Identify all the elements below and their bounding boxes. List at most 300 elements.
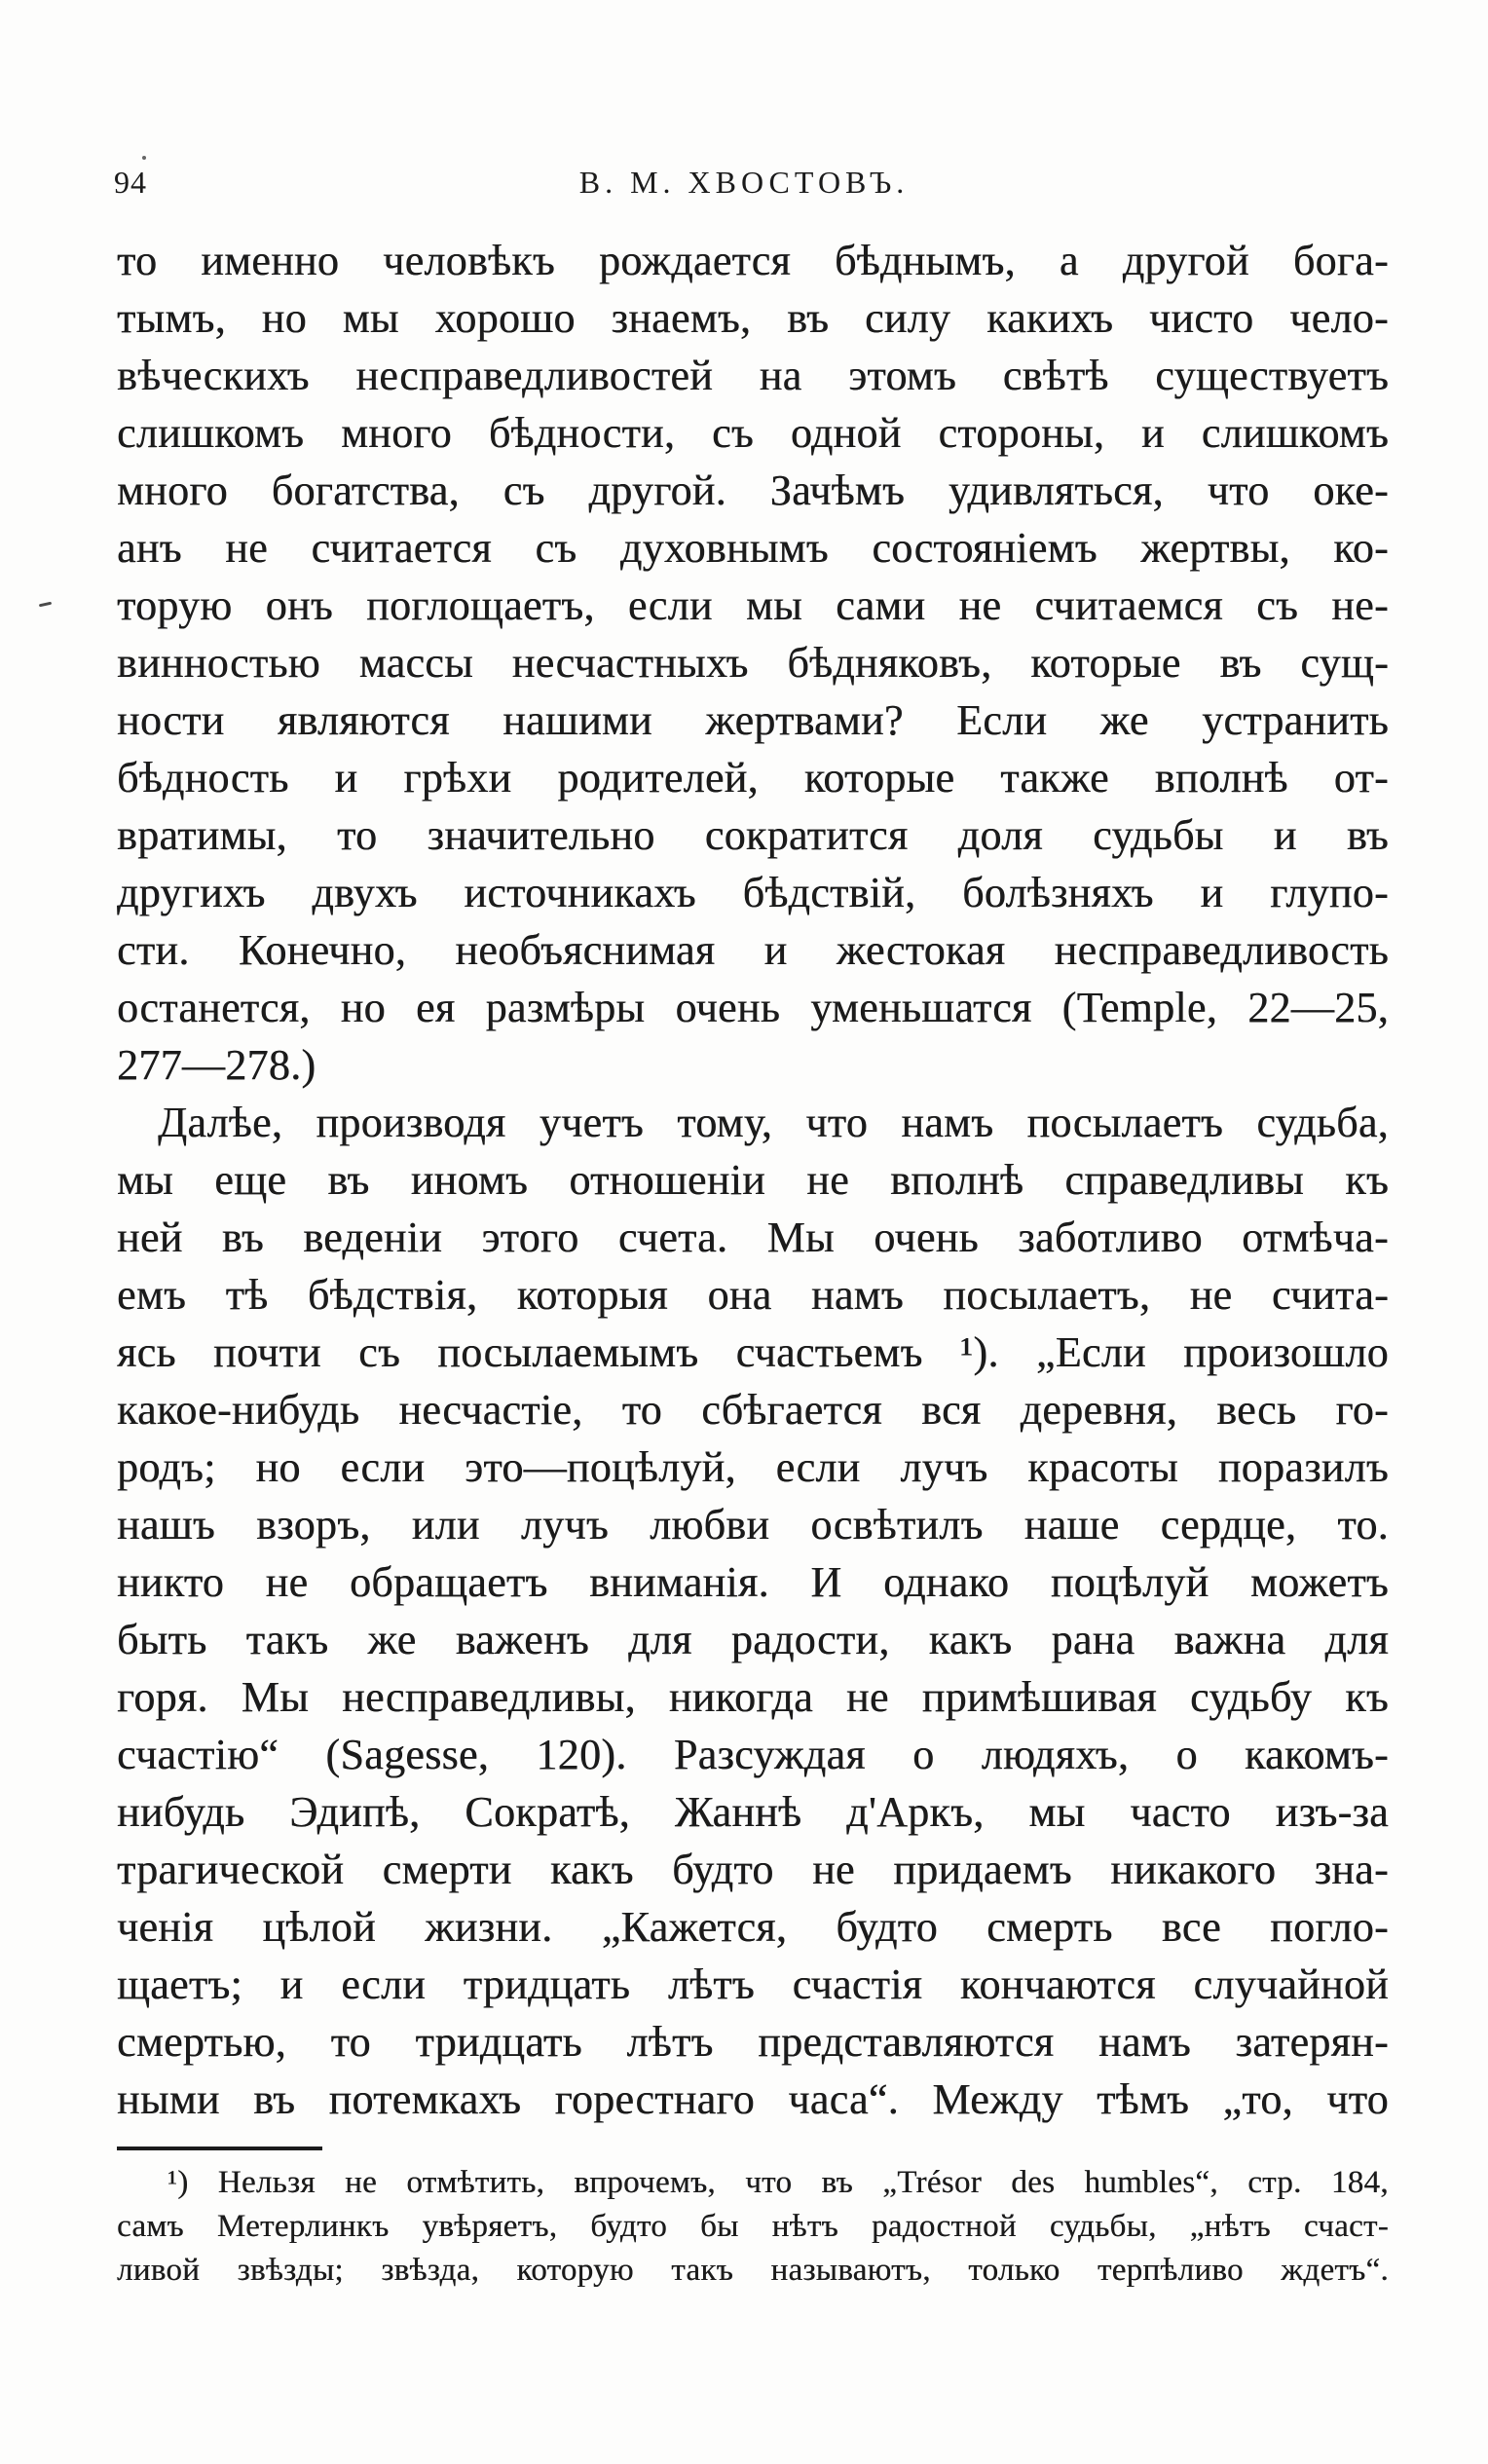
- word: Метерлинкъ: [216, 2209, 390, 2244]
- word: или: [411, 1501, 480, 1549]
- word: слишкомъ: [117, 409, 305, 457]
- text-line: [117, 691, 1389, 749]
- word: радостной: [871, 2209, 1017, 2244]
- word: посылаемымъ: [437, 1328, 699, 1376]
- word: если: [341, 1960, 427, 2008]
- word: „Trésor: [882, 2165, 982, 2200]
- word: отмѣтить,: [406, 2165, 545, 2200]
- word: къ: [1345, 1156, 1389, 1204]
- word: если: [340, 1443, 426, 1491]
- word: веденіи: [303, 1213, 443, 1261]
- word: другой: [1122, 237, 1249, 284]
- word: придаемъ: [893, 1846, 1072, 1893]
- word: бѣднымъ,: [835, 237, 1016, 284]
- word: будто: [672, 1846, 774, 1893]
- word: судьбу: [1189, 1673, 1313, 1721]
- word: примѣшивая: [921, 1673, 1157, 1721]
- text-line: [117, 2013, 1389, 2071]
- footnote: [117, 2161, 1389, 2293]
- word: счита-: [1271, 1271, 1389, 1319]
- word: не-: [1331, 581, 1389, 629]
- word: тридцать: [463, 1960, 631, 2008]
- word: бѣдности,: [488, 409, 676, 457]
- word: торую: [117, 581, 233, 629]
- word: винностью: [117, 639, 320, 687]
- word: отмѣча-: [1242, 1213, 1389, 1261]
- word: ными: [117, 2075, 220, 2123]
- text-line: [117, 749, 1389, 806]
- word: быть: [117, 1616, 207, 1663]
- word: намъ: [810, 1271, 904, 1319]
- word: если: [627, 581, 713, 629]
- footnote-rule: [117, 2147, 322, 2150]
- word: И: [810, 1558, 842, 1606]
- word: какомъ-: [1245, 1731, 1389, 1778]
- word: и: [334, 754, 358, 802]
- word: являются: [277, 696, 450, 744]
- word: несчастныхъ: [511, 639, 749, 687]
- word: вполнѣ: [1154, 754, 1288, 802]
- word: то.: [1337, 1501, 1389, 1549]
- word: но: [340, 984, 386, 1031]
- word: одной: [790, 409, 902, 457]
- word: рана: [1051, 1616, 1135, 1663]
- text-line: [117, 404, 1389, 462]
- text-line: [117, 634, 1389, 691]
- word: несправедливость: [1054, 926, 1389, 974]
- word: однако: [883, 1558, 1010, 1606]
- word: лѣтъ: [626, 2018, 714, 2066]
- word: какихъ: [986, 294, 1114, 342]
- word: поразилъ: [1217, 1443, 1389, 1491]
- word: ней: [117, 1213, 183, 1261]
- word: часто: [1130, 1788, 1231, 1836]
- word: которыя: [516, 1271, 668, 1319]
- word: также: [1000, 754, 1109, 802]
- word: ея: [416, 984, 456, 1031]
- word: 22—25,: [1247, 984, 1389, 1031]
- word: произошло: [1183, 1328, 1389, 1376]
- word: знаемъ,: [611, 294, 752, 342]
- word: значительно: [427, 811, 655, 859]
- word: несправедливостей: [355, 352, 714, 399]
- word: красоты: [1027, 1443, 1178, 1491]
- word: случайной: [1193, 1960, 1389, 2008]
- word: чисто: [1148, 294, 1254, 342]
- word: оке-: [1313, 467, 1389, 514]
- text-line: [117, 1381, 1389, 1438]
- main-text: [117, 232, 1389, 2128]
- word: счастію“: [117, 1731, 279, 1778]
- word: будто: [836, 1903, 938, 1951]
- word: жертвы,: [1140, 524, 1290, 572]
- word: впрочемъ,: [574, 2165, 716, 2200]
- text-line: [117, 1266, 1389, 1324]
- word: стр.: [1247, 2165, 1302, 2200]
- word: ко-: [1333, 524, 1389, 572]
- word: бѣдняковъ,: [787, 639, 992, 687]
- word: которые: [1030, 639, 1181, 687]
- word: горестнаго: [554, 2075, 755, 2123]
- word: съ: [358, 1328, 400, 1376]
- word: двухъ: [312, 869, 418, 916]
- word: щаетъ;: [117, 1960, 242, 2008]
- word: судьба,: [1256, 1099, 1389, 1146]
- text-line: [117, 1553, 1389, 1611]
- word: д'Аркъ,: [846, 1788, 985, 1836]
- word: Мы: [766, 1213, 835, 1261]
- word: удивляться,: [948, 467, 1164, 514]
- word: что: [1207, 467, 1270, 514]
- word: иномъ: [410, 1156, 529, 1204]
- word: (Sagesse,: [325, 1731, 490, 1778]
- word: увѣряетъ,: [422, 2209, 558, 2244]
- word: устранить: [1202, 696, 1389, 744]
- word: въ: [327, 1156, 370, 1204]
- text-line: 277—278.): [117, 1041, 316, 1089]
- word: освѣтилъ: [810, 1501, 984, 1549]
- word: и: [1273, 811, 1297, 859]
- word: еще: [214, 1156, 287, 1204]
- word: грѣхи: [403, 754, 512, 802]
- word: терпѣливо: [1097, 2253, 1244, 2288]
- word: массы: [358, 639, 473, 687]
- text-line: [117, 2249, 1389, 2293]
- paragraph: [117, 2161, 1389, 2293]
- word: несчастіе,: [398, 1386, 583, 1434]
- word: сти.: [117, 926, 190, 974]
- word: считается: [311, 524, 492, 572]
- word: нѣтъ: [771, 2209, 838, 2244]
- word: ности: [117, 696, 225, 744]
- word: погло-: [1270, 1903, 1389, 1951]
- word: уменьшатся: [810, 984, 1032, 1031]
- word: деревня,: [1020, 1386, 1177, 1434]
- word: вся: [921, 1386, 982, 1434]
- text-line: [117, 1898, 1389, 1956]
- text-line: [117, 1324, 1389, 1381]
- word: силу: [864, 294, 951, 342]
- word: тѣ: [225, 1271, 269, 1319]
- text-line: [117, 979, 1389, 1036]
- word: des: [1011, 2165, 1056, 2200]
- word: „Кажется,: [601, 1903, 788, 1951]
- text-line: [117, 1783, 1389, 1841]
- word: вниманія.: [589, 1558, 769, 1606]
- text-line: [117, 806, 1389, 864]
- word: если: [775, 1443, 861, 1491]
- word: вполнѣ: [890, 1156, 1024, 1204]
- word: заботливо: [1018, 1213, 1203, 1261]
- word: представляются: [758, 2018, 1055, 2066]
- text-line: [117, 1209, 1389, 1266]
- word: болѣзняхъ: [962, 869, 1154, 916]
- text-line: [117, 2205, 1389, 2249]
- word: отношеніи: [569, 1156, 765, 1204]
- word: же: [1099, 696, 1149, 744]
- word: съ: [1256, 581, 1299, 629]
- word: справедливы: [1064, 1156, 1304, 1204]
- word: то: [330, 2018, 371, 2066]
- word: важенъ: [455, 1616, 589, 1663]
- word: посылаетъ,: [943, 1271, 1151, 1319]
- word: о: [912, 1731, 935, 1778]
- word: для: [628, 1616, 692, 1663]
- word: изъ-за: [1275, 1788, 1389, 1836]
- word: потемкахъ: [328, 2075, 522, 2123]
- word: лучъ: [520, 1501, 609, 1549]
- word: именно: [201, 237, 340, 284]
- word: не: [265, 1558, 309, 1606]
- word: Жаннѣ: [674, 1788, 802, 1836]
- word: учетъ: [539, 1099, 644, 1146]
- word: рождается: [598, 237, 791, 284]
- word: въ: [1346, 811, 1389, 859]
- word: какое-нибудь: [117, 1386, 360, 1434]
- word: въ: [787, 294, 830, 342]
- word: что: [745, 2165, 793, 2200]
- word: вѣческихъ: [117, 352, 310, 399]
- word: для: [1324, 1616, 1389, 1663]
- word: производя: [316, 1099, 506, 1146]
- word: очень: [874, 1213, 979, 1261]
- text-line: [117, 577, 1389, 634]
- word: другой.: [588, 467, 726, 514]
- word: звѣзда,: [381, 2253, 480, 2288]
- word: емъ: [117, 1271, 187, 1319]
- word: намъ: [1098, 2018, 1191, 2066]
- word: взоръ,: [256, 1501, 371, 1549]
- word: счаст-: [1303, 2209, 1389, 2244]
- text-line: [117, 864, 1389, 921]
- word: онъ: [265, 581, 333, 629]
- word: нибудь: [117, 1788, 245, 1836]
- word: существуетъ: [1155, 352, 1389, 399]
- word: не: [845, 1673, 889, 1721]
- word: все: [1161, 1903, 1221, 1951]
- word: необъяснимая: [455, 926, 716, 974]
- word: весь: [1216, 1386, 1297, 1434]
- word: поцѣлуй: [1050, 1558, 1209, 1606]
- word: то: [117, 237, 158, 284]
- word: много: [341, 409, 452, 457]
- word: духовнымъ: [619, 524, 829, 572]
- word: счастьемъ: [735, 1328, 923, 1376]
- word: же: [367, 1616, 417, 1663]
- word: любви: [650, 1501, 770, 1549]
- paragraph: [117, 1094, 1389, 2128]
- text-line: [117, 1668, 1389, 1726]
- word: въ: [253, 2075, 296, 2123]
- word: то: [621, 1386, 662, 1434]
- word: родъ;: [117, 1443, 216, 1491]
- word: никакого: [1110, 1846, 1277, 1893]
- word: смерти: [382, 1846, 512, 1893]
- word: лучъ: [900, 1443, 988, 1491]
- word: го-: [1335, 1386, 1389, 1434]
- word: Между: [932, 2075, 1063, 2123]
- word: Сократѣ,: [465, 1788, 630, 1836]
- text-line: [117, 1956, 1389, 2013]
- word: этого: [481, 1213, 579, 1261]
- word: такъ: [245, 1616, 329, 1663]
- word: никогда: [668, 1673, 813, 1721]
- word: от-: [1333, 754, 1389, 802]
- word: въ: [221, 1213, 264, 1261]
- word: бѣдствій,: [742, 869, 916, 916]
- word: мы: [1028, 1788, 1086, 1836]
- word: Нельзя: [217, 2165, 316, 2200]
- word: другихъ: [117, 869, 266, 916]
- word: наше: [1023, 1501, 1120, 1549]
- word: называютъ,: [770, 2253, 931, 2288]
- word: лѣтъ: [667, 1960, 755, 2008]
- word: состояніемъ: [872, 524, 1097, 572]
- word: счастія: [792, 1960, 923, 2008]
- word: (Temple,: [1061, 984, 1218, 1031]
- word: тымъ,: [117, 294, 226, 342]
- word: „то,: [1222, 2075, 1293, 2123]
- word: человѣкъ: [383, 237, 555, 284]
- word: о: [1175, 1731, 1198, 1778]
- word: горя.: [117, 1673, 208, 1721]
- word: родителей,: [557, 754, 759, 802]
- word: съ: [502, 467, 545, 514]
- word: часа“.: [788, 2075, 899, 2123]
- word: этомъ: [848, 352, 956, 399]
- word: „нѣтъ: [1189, 2209, 1271, 2244]
- word: посылаетъ: [1026, 1099, 1223, 1146]
- word: бога-: [1292, 237, 1389, 284]
- word: нашъ: [117, 1501, 215, 1549]
- word: сердце,: [1160, 1501, 1297, 1549]
- word: судьбы: [1093, 811, 1224, 859]
- word: и: [279, 1960, 304, 2008]
- word: Если: [956, 696, 1048, 744]
- word: тому,: [677, 1099, 772, 1146]
- word: будто: [590, 2209, 668, 2244]
- word: Зачѣмъ: [769, 467, 906, 514]
- word: на: [759, 352, 802, 399]
- word: мы: [342, 294, 399, 342]
- word: и: [1200, 869, 1224, 916]
- word: тѣмъ: [1097, 2075, 1190, 2123]
- word: бѣдность: [117, 754, 289, 802]
- word: сбѣгается: [701, 1386, 882, 1434]
- word: обращаетъ: [349, 1558, 548, 1606]
- word: съ: [712, 409, 754, 457]
- word: сами: [836, 581, 926, 629]
- word: ливой: [117, 2253, 201, 2288]
- word: 184,: [1330, 2165, 1389, 2200]
- word: мы: [745, 581, 802, 629]
- word: смертью,: [117, 2018, 286, 2066]
- word: судьбы,: [1049, 2209, 1157, 2244]
- word: сократится: [704, 811, 909, 859]
- word: Конечно,: [238, 926, 407, 974]
- text-line: [117, 1611, 1389, 1668]
- text-line: [117, 1841, 1389, 1898]
- word: трагической: [117, 1846, 345, 1893]
- word: что: [805, 1099, 869, 1146]
- word: размѣры: [485, 984, 646, 1031]
- word: очень: [675, 984, 781, 1031]
- word: счета.: [617, 1213, 728, 1261]
- text-line: [117, 289, 1389, 347]
- word: можетъ: [1250, 1558, 1389, 1606]
- word: Далѣе,: [158, 1099, 283, 1146]
- word: не: [806, 1156, 849, 1204]
- word: только: [968, 2253, 1060, 2288]
- text-line: [117, 921, 1389, 979]
- word: звѣзды;: [237, 2253, 344, 2288]
- word: такъ: [671, 2253, 734, 2288]
- text-line: [117, 1438, 1389, 1496]
- word: въ: [821, 2165, 853, 2200]
- text-line: [117, 1726, 1389, 1783]
- text-line: [117, 1151, 1389, 1209]
- word: мы: [117, 1156, 174, 1204]
- word: какъ: [928, 1616, 1013, 1663]
- word: Разсуждая: [673, 1731, 866, 1778]
- word: кончаются: [959, 1960, 1156, 2008]
- word: она: [707, 1271, 772, 1319]
- word: богатства,: [271, 467, 460, 514]
- text-line: [117, 2161, 1389, 2205]
- word: смерть: [986, 1903, 1113, 1951]
- word: а: [1059, 237, 1079, 284]
- word: почти: [213, 1328, 321, 1376]
- word: съ: [535, 524, 577, 572]
- word: несправедливы,: [342, 1673, 636, 1721]
- word: то: [337, 811, 378, 859]
- word: важна: [1173, 1616, 1286, 1663]
- word: къ: [1345, 1673, 1389, 1721]
- text-line: [117, 519, 1389, 577]
- word: жизни.: [425, 1903, 553, 1951]
- word: считаемся: [1034, 581, 1223, 629]
- word: бы: [700, 2209, 739, 2244]
- word: 120).: [536, 1731, 627, 1778]
- word: не: [345, 2165, 378, 2200]
- word: радости,: [730, 1616, 890, 1663]
- running-title: В. М. ХВОСТОВЪ.: [578, 165, 910, 200]
- word: не: [1189, 1271, 1233, 1319]
- margin-mark-artifact: [39, 602, 52, 608]
- word: но: [255, 1443, 301, 1491]
- word: слишкомъ: [1201, 409, 1389, 457]
- text-line: [117, 1094, 1389, 1151]
- text-line: [117, 462, 1389, 519]
- word: не: [225, 524, 268, 572]
- word: чело-: [1289, 294, 1389, 342]
- word: поглощаетъ,: [366, 581, 595, 629]
- word: ясь: [117, 1328, 176, 1376]
- word: сущ-: [1300, 639, 1389, 687]
- word: глупо-: [1270, 869, 1389, 916]
- page-number: 94: [114, 165, 147, 200]
- word: жестокая: [836, 926, 1006, 974]
- word: ждетъ“.: [1281, 2253, 1389, 2288]
- word: никто: [117, 1558, 225, 1606]
- text-line: [117, 1496, 1389, 1553]
- word: много: [117, 467, 228, 514]
- word: затерян-: [1235, 2018, 1389, 2066]
- word: нашими: [502, 696, 652, 744]
- word: которые: [803, 754, 955, 802]
- word: не: [958, 581, 1002, 629]
- word: анъ: [117, 524, 182, 572]
